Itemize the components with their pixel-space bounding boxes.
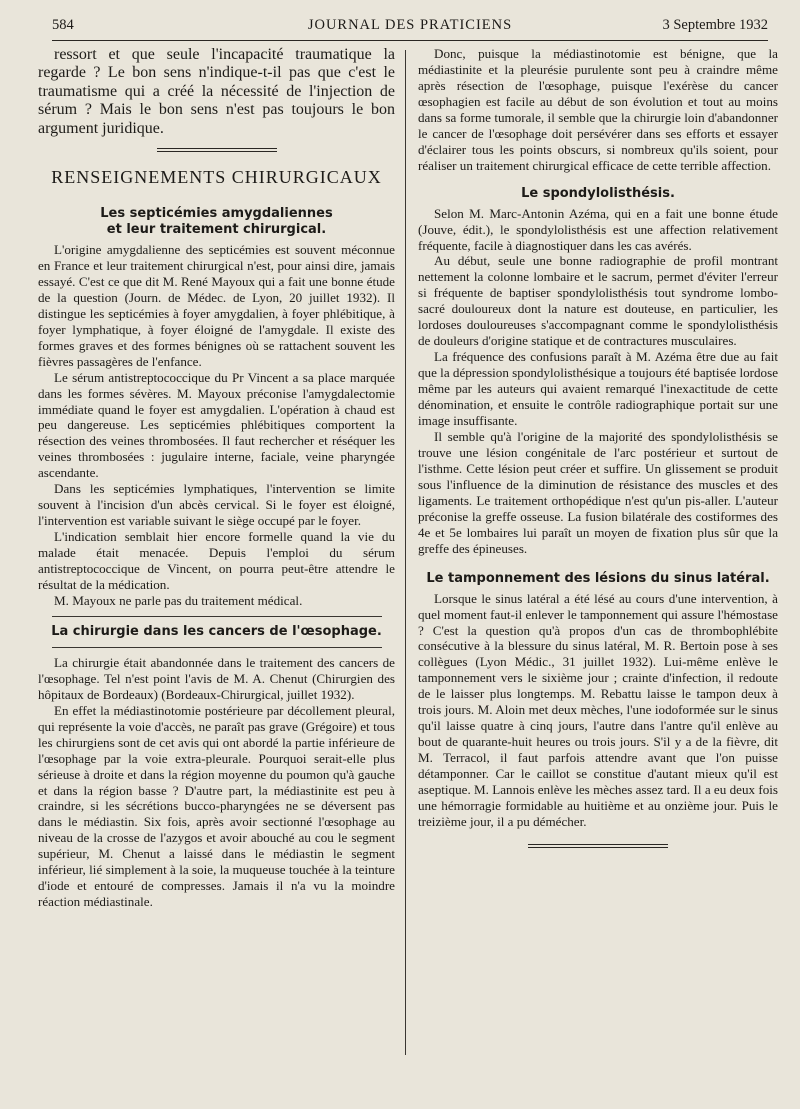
page-header <box>52 14 768 41</box>
paragraph: Selon M. Marc-Antonin Azéma, qui en a fait une bonne étude (Jouve, édit.), le spondylolisthésis est une affection relativement fréquente, facile à diagnostiquer dans les cas avérés. <box>418 205 778 253</box>
paragraph: La fréquence des confusions paraît à M. Azéma être due au fait que la dépression spondylolisthésique a toujours été baptisée lordose même par les auteurs qui avaient remarqué l'inexactitude de cette dénomination, et ensuite le contrôle radiographique portait sur une image insuffisante. <box>418 349 779 429</box>
section-separator <box>157 148 277 152</box>
issue-date: 3 Septembre 1932 <box>662 17 768 33</box>
right-column <box>418 46 778 868</box>
paragraph: L'origine amygdalienne des septicémies est souvent méconnue en France et leur traitement chirurgical n'est, pour ainsi dire, jamais essayé. C'est ce que dit M. René Mayoux qui a fait une bonne étude de la question (Journ. de Médec. de Lyon, 20 juillet 1932). Il distingue les septicémies à foyer amygdalien, à foyer phlébitique, à foyer lymphatique, à foyer éloigné de l'amygdale. Il existe des formes graves et des formes bénignes où se rattachent souvent les fièvres passagères de l'enfance. <box>38 241 395 369</box>
paragraph: Lorsque le sinus latéral a été lésé au cours d'une intervention, à quel moment faut-il enlever le tamponnement qui assure l'hémostase ? C'est la question qu'à propos d'un cas de thrombophlébite consécutive à la blessure du sinus latéral, M. R. Bertoin pose à ses collègues (Lyon Médic., 31 juillet 1932). Lui-même enlève le tamponnement vers le sixième jour ; crainte d'infection, il redoute de le laisser plus longtemps. M. Rebattu laisse le tampon deux à trois jours. M. Aloin met deux mèches, l'une iodoformée sur le sinus qu'il laisse quatre à cinq jours, l'autre dans l'antre qu'il enlève au bout de quarante-huit heures ou trois jours. S'il y a de la fièvre, dit M. Terracol, il faut parfois attendre avant que l'on puisse détamponner. Car le caillot se constitue d'autant mieux qu'il est aseptique. M. Lannois enlève les mèches assez tard. Il a eu deux fois une hémorragie formidable au huitième et au onzième jour. Puis le treizième jour, il a pu démécher. <box>418 590 778 829</box>
article-divider <box>52 647 382 648</box>
paragraph: M. Mayoux ne parle pas du traitement médical. <box>54 592 303 608</box>
article-title-sinus: Le tamponnement des lésions du sinus latéral. <box>426 570 770 586</box>
paragraph: L'indication semblait hier encore formelle quand la vie du malade était menacée. Depuis l'emploi du sérum antistreptococcique de Vincent, on pourra peut-être attendre le résultat de la médication. <box>38 529 395 592</box>
journal-title: JOURNAL DES PRATICIENS <box>307 17 513 33</box>
column-divider <box>405 50 406 1055</box>
left-column <box>38 46 395 910</box>
paragraph: Au début, seule une bonne radiographie de profil montrant nettement la colonne lombaire et le sacrum, permet d'éviter l'erreur si fréquente de baptiser spondylolisthésis tout syndrome lombo-sacré douloureux dont la nature est douteuse, en particulier, les lordoses douloureuses s'accompagnant comme le spondylolisthésis de douleurs d'origine statique et de contractures musculaires. <box>418 253 778 349</box>
paragraph: Il semble qu'à l'origine de la majorité des spondylolisthésis se trouve une lésion congénitale de l'arc postérieur et surtout de l'isthme. Cette lésion peut créer et suffire. Un glissement se produit sous l'influence de la diminution de résistance des muscles et des ligaments. Le traitement orthopédique n'est qu'un pis-aller. L'auteur préconise la greffe osseuse. La fusion bilatérale des costiformes des 4e et 5e lombaires lui paraît un moyen de fixation plus sûr que la greffe des épineuses. <box>418 428 778 556</box>
page-number: 584 <box>52 17 74 33</box>
article-title-oesophage: La chirurgie dans les cancers de l'œsophage. <box>51 623 382 639</box>
article-divider <box>52 616 382 617</box>
intro-paragraph: ressort et que seule l'incapacité traumatique la regarde ? Le bon sens n'indique-t-il pas que c'est le traumatisme qui a créé la nécessité de l'injection de sérum ? Mais le bon sens n'est pas toujours le bon argument juridique. <box>38 46 395 137</box>
article-title-septicemies: Les septicémies amygdaliennes et leur traitement chirurgical. <box>100 205 333 237</box>
article-title-spondylolisthesis: Le spondylolisthésis. <box>521 185 675 201</box>
paragraph: En effet la médiastinotomie postérieure par décollement pleural, qui représente la voie d'accès, ne paraît pas grave (Grégoire) et tous les chirurgiens sont de cet avis qui ont abordé la partie inférieure de l'œsophage par la voie extra-pleurale. Pourquoi serait-elle plus sérieuse à droite et dans la région moyenne du poumon qu'à gauche et dans la région basse ? D'autre part, la médiastinite est peu à craindre, si les sécrétions bucco-pharyngées ne se déversent pas dans le médiastin. Six fois, après avoir sectionné l'œsophage au niveau de la crosse de l'azygos et avoir abouché au cou le segment supérieur, M. Chenut a laissé dans le médiastin le segment inférieur, lié simplement à la soie, la muqueuse touchée à la teinture d'iode et entouré de compresses. Jamais il n'a vu la moindre réaction médiastinale. <box>38 702 395 910</box>
paragraph: La chirurgie était abandonnée dans le traitement des cancers de l'œsophage. Tel n'est point l'avis de M. A. Chenut (Chirurgien des hôpitaux de Bordeaux) (Bordeaux-Chirurgical, juillet 1932). <box>38 654 395 702</box>
end-separator <box>528 844 668 848</box>
paragraph: Donc, puisque la médiastinotomie est bénigne, que la médiastinite et la pleurésie purulente sont peu à craindre même après résection de l'œsophage, puisque l'exérèse du cancer œsophagien est facile au début de son évolution et tout au moins dans sa forme tumorale, il semble que la chirurgie loin d'abandonner le cancer de l'œsophage doit persévérer dans ses efforts et essayer d'éclairer tous les points obscurs, si nombreux qu'ils soient, pour réaliser un traitement chirurgical efficace de cette terrible affection. <box>418 46 778 173</box>
paragraph: Le sérum antistreptococcique du Pr Vincent a sa place marquée dans les formes sévères. M. Mayoux préconise l'amygdalectomie immédiate quand le foyer est amygdalien. L'opération à chaud est peu dangereuse. Les septicémies phlébitiques comportent la résection des veines thrombosées. Il faut rechercher et réséquer les veines thrombosées : jugulaire interne, faciale, veine pharyngée ascendante. <box>38 369 395 481</box>
section-heading: RENSEIGNEMENTS CHIRURGICAUX <box>51 167 382 188</box>
paragraph: Dans les septicémies lymphatiques, l'intervention se limite souvent à l'incision d'un abcès cervical. Si le foyer est éloigné, l'intervention est variable suivant le siège occupé par le foyer. <box>38 481 395 529</box>
